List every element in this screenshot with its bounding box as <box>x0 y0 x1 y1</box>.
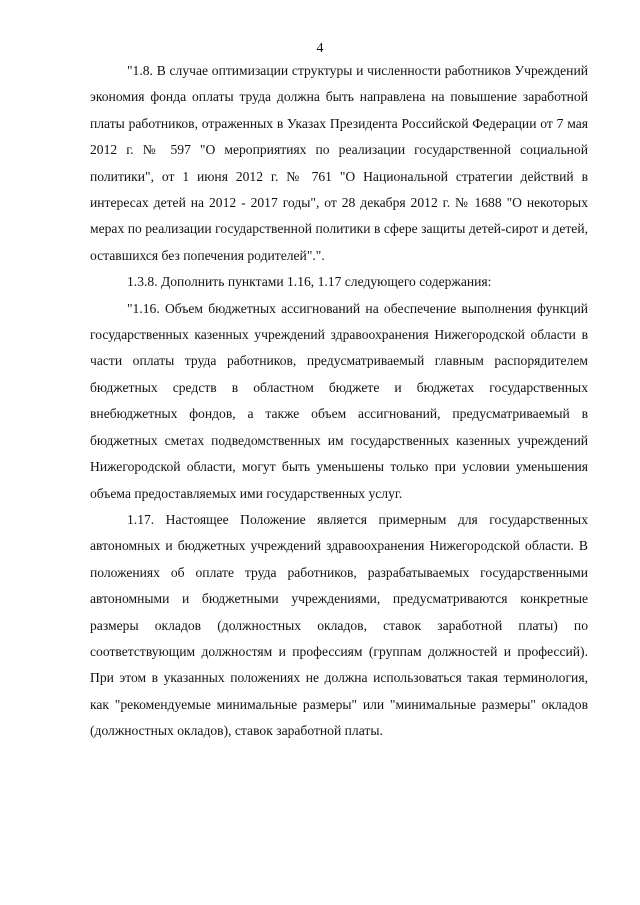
paragraph-1-8: "1.8. В случае оптимизации структуры и численности работников Учреждений экономия фонда оплаты труда должна быть направлена на повышение заработной платы работников, отраженных в Указах Президента Российской Федерации от 7 мая 2012 г. № 597 "О мероприятиях по реализации государственной социальной политики", от 1 июня 2012 г. № 761 "О Национальной стратегии действий в интересах детей на 2012 - 2017 годы", от 28 декабря 2012 г. № 1688 "О некоторых мерах по реализации государственной политики в сфере защиты детей-сирот и детей, оставшихся без попечения родителей".". <box>90 63 588 263</box>
paragraph-1-17: 1.17. Настоящее Положение является примерным для государственных автономных и бюджетных учреждений здравоохранения Нижегородской области. В положениях об оплате труда работников, разрабатываемых государственными автономными и бюджетными учреждениями, предусматриваются конкретные размеры окладов (должностных окладов, ставок заработной платы) по соответствующим должностям и профессиям (группам должностей и профессий). При этом в указанных положениях не должна использоваться такая терминология, как "рекомендуемые минимальные размеры" или "минимальные размеры" окладов (должностных окладов), ставок заработной платы. <box>90 511 588 739</box>
paragraph-1-16: "1.16. Объем бюджетных ассигнований на обеспечение выполнения функций государственных казенных учреждений здравоохранения Нижегородской области в части оплаты труда работников, предусматриваемый главным распорядителем бюджетных средств в областном бюджете и бюджетах государственных внебюджетных фондов, а также объем ассигнований, предусматриваемый в бюджетных сметах подведомственных им государственных казенных учреждений Нижегородской области, могут быть уменьшены только при условии уменьшения объема предоставляемых ими государственных услуг. <box>90 300 588 501</box>
page-number: 4 <box>316 41 324 56</box>
document-body <box>90 58 588 745</box>
paragraph-1-3-8: 1.3.8. Дополнить пунктами 1.16, 1.17 следующего содержания: <box>127 274 492 290</box>
